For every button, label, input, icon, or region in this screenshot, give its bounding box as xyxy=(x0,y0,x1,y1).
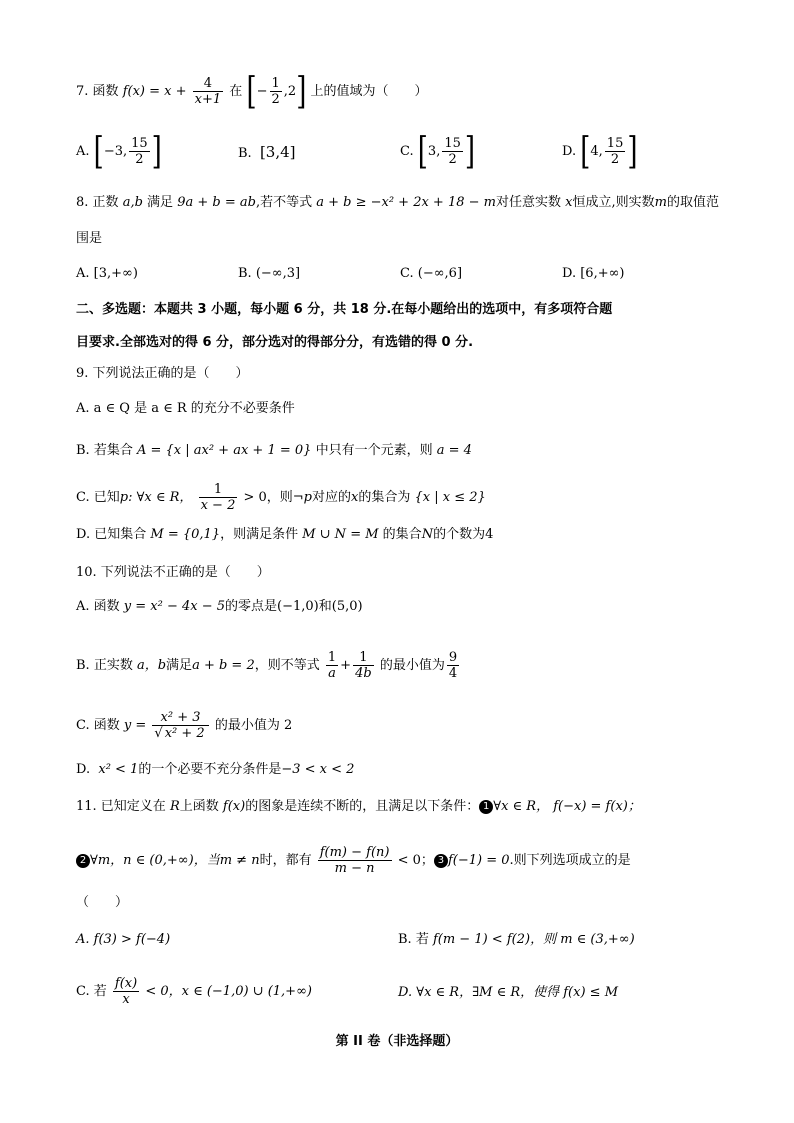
q7-opt-a-left: −3, xyxy=(103,144,128,159)
q7-opt-a-label: A. xyxy=(76,144,90,159)
q10-opt-b-ab: a，b xyxy=(136,658,167,673)
q11-stem-line3 xyxy=(76,893,128,913)
q9-opt-d-text-c: 的集合 xyxy=(382,527,422,542)
q11-frac xyxy=(318,845,392,876)
q7-interval-minus: − xyxy=(256,84,268,99)
q8-ab: a,b xyxy=(122,195,143,210)
q8-text-d: 对任意实数 xyxy=(495,195,561,210)
q11-opt-b-text-b: f(m − 1) < f(2)，则 m ∈ (3,+∞) xyxy=(432,932,635,947)
q11-cond3: f(−1) = 0 xyxy=(447,853,510,868)
q7-interval-end: ,2 xyxy=(283,84,297,99)
q10-opt-a-point1: (−1,0) xyxy=(277,599,319,614)
q8-m: m xyxy=(654,195,667,210)
q8-opt-d-text: D. [6,+∞) xyxy=(562,266,625,281)
q11-opt-c-den: x xyxy=(122,992,130,1007)
q9-opt-d-text-d: 的个数为4 xyxy=(433,527,494,542)
q7-opt-b-text: [3,4] xyxy=(259,143,296,161)
q10-stem-text: 10. 下列说法不正确的是（ ） xyxy=(76,565,270,580)
q7-frac-num: 4 xyxy=(193,76,224,92)
q8-x: x xyxy=(565,195,573,210)
section2-heading-line1 xyxy=(76,300,612,320)
q7-stem-in: 在 xyxy=(229,84,243,99)
q7-opt-a-num: 15 xyxy=(131,136,148,151)
q11-opt-c-text-b: < 0，x ∈ (−1,0) ∪ (1,+∞) xyxy=(145,984,312,999)
q7-stem-tail: 上的值域为（ ） xyxy=(310,84,428,99)
q11-stem-line2 xyxy=(76,845,631,876)
q7-interval-den: 2 xyxy=(271,92,280,107)
q10-opt-d-text-a: D. xyxy=(76,762,91,777)
q9-opt-c-text-c: 对应的 xyxy=(312,490,352,505)
q8-line2-text: 围是 xyxy=(76,231,103,246)
q8-text-f: 的取值范 xyxy=(666,195,719,210)
q7-opt-d-label: D. xyxy=(562,144,577,159)
q7-option-a xyxy=(76,129,162,174)
q7-opt-a-den: 2 xyxy=(135,152,144,167)
section2-heading-line2 xyxy=(76,333,473,353)
q10-opt-a-text-a: A. 函数 xyxy=(76,599,120,614)
q11-opt-c-num: f(x) xyxy=(114,976,138,991)
q11-text-c: 的图象是连续不断的，且满足以下条件： xyxy=(245,799,480,814)
q11-text-d: 时，都有 xyxy=(259,853,312,868)
q11-opt-c-frac xyxy=(113,976,139,1007)
q8-opt-c-text: C. (−∞,6] xyxy=(400,266,463,281)
q9-option-d xyxy=(76,525,493,545)
q10-option-a xyxy=(76,597,363,617)
q8-ineq: a + b ≥ −x² + 2x + 18 − m xyxy=(316,195,496,210)
q9-opt-d-cond: M ∪ N = M xyxy=(302,527,379,542)
q9-opt-c-p: p: ∀x ∈ R， xyxy=(119,490,193,505)
q9-opt-d-text-b: ，则满足条件 xyxy=(220,527,299,542)
q11-option-b xyxy=(398,930,635,950)
q7-opt-b-label: B. xyxy=(238,146,252,161)
q9-opt-a-text: A. a ∈ Q 是 a ∈ R 的充分不必要条件 xyxy=(76,401,295,416)
q10-opt-c-num: x² + 3 xyxy=(152,710,208,726)
q7-opt-c-left: 3, xyxy=(427,144,441,159)
q9-opt-c-set: {x | x ≤ 2} xyxy=(414,490,486,505)
section2-line2-text: 目要求.全部选对的得 6 分，部分选对的得部分分，有选错的得 0 分. xyxy=(76,335,474,350)
q7-option-d xyxy=(562,129,638,174)
q11-r: R xyxy=(169,799,180,814)
q11-frac-den: m − n xyxy=(334,861,375,876)
q8-option-a xyxy=(76,264,138,284)
q7-bracket-left: [ xyxy=(246,69,257,114)
q10-opt-b-result xyxy=(447,650,459,681)
q10-opt-b-frac2 xyxy=(353,650,374,681)
q7-bracket-right: ] xyxy=(296,69,307,114)
q9-opt-b-text-a: B. 若集合 xyxy=(76,443,133,458)
q7-stem-text: 7. 函数 xyxy=(76,84,119,99)
q10-opt-b-result-den: 4 xyxy=(448,666,458,681)
q7-opt-c-lb: [ xyxy=(417,129,428,174)
q11-line3-text: （ ） xyxy=(76,895,129,910)
q7-opt-c-frac xyxy=(442,136,463,167)
q7-func: f(x) = x + xyxy=(122,84,187,99)
q11-option-d xyxy=(398,983,618,1003)
q9-opt-c-x: x xyxy=(351,490,359,505)
q10-option-c xyxy=(76,710,292,741)
q11-opt-d-text: D. ∀x ∈ R，∃M ∈ R，使得 f(x) ≤ M xyxy=(398,985,619,1000)
q10-opt-a-text-c: 和 xyxy=(318,599,332,614)
q11-stem-line1 xyxy=(76,797,641,817)
q7-opt-c-num: 15 xyxy=(444,136,461,151)
q7-opt-d-left: 4, xyxy=(590,144,603,159)
q11-text-a: 11. 已知定义在 xyxy=(76,799,166,814)
q9-opt-c-num: 1 xyxy=(199,482,238,498)
q9-option-b xyxy=(76,441,472,461)
q8-text-c: ,若不等式 xyxy=(255,195,313,210)
q8-text-a: 8. 正数 xyxy=(76,195,119,210)
q10-opt-d-text-b: 的一个必要不充分条件是 xyxy=(138,762,282,777)
q7-option-c xyxy=(400,129,476,174)
circled-three-icon: 3 xyxy=(434,854,448,868)
q9-opt-d-text-a: D. 已知集合 xyxy=(76,527,147,542)
q10-stem xyxy=(76,563,270,583)
q8-option-c xyxy=(400,264,462,284)
section2-line1-text: 二、多选题：本题共 3 小题，每小题 6 分，共 18 分.在每小题给出的选项中，有多项符合题 xyxy=(76,302,613,317)
q11-text-b: 上函数 xyxy=(179,799,219,814)
q7-opt-d-den: 2 xyxy=(610,152,620,167)
q10-opt-b-num1: 1 xyxy=(327,650,337,665)
q8-cond: 9a + b = ab xyxy=(177,195,256,210)
q10-opt-c-text-b: 的最小值为 2 xyxy=(214,718,293,733)
q9-opt-d-n: N xyxy=(421,527,434,542)
q7-opt-d-frac xyxy=(605,136,626,167)
q11-cond2-c: < 0； xyxy=(397,853,434,868)
q10-option-b xyxy=(76,650,461,681)
q11-opt-c-text-a: C. 若 xyxy=(76,984,107,999)
q10-opt-c-y: y = xyxy=(123,718,147,733)
q9-opt-d-m: M = {0,1} xyxy=(150,527,221,542)
q8-option-b xyxy=(238,264,300,284)
q7-stem xyxy=(76,69,428,114)
q9-opt-c-frac xyxy=(199,482,238,513)
q10-opt-c-frac xyxy=(152,710,208,741)
q9-opt-c-den: x − 2 xyxy=(200,498,236,513)
q10-opt-c-den: x² + 2 xyxy=(164,726,205,741)
q11-option-c xyxy=(76,976,312,1007)
q10-opt-a-text-b: 的零点是 xyxy=(225,599,278,614)
q8-option-d xyxy=(562,264,625,284)
q7-option-b xyxy=(238,142,296,164)
q9-stem-text: 9. 下列说法正确的是（ ） xyxy=(76,366,249,381)
q10-opt-a-point2: (5,0) xyxy=(331,599,363,614)
q9-stem xyxy=(76,364,249,384)
q8-stem-line2 xyxy=(76,229,102,249)
q9-opt-b-val: a = 4 xyxy=(436,443,472,458)
q8-opt-b-text: B. (−∞,3] xyxy=(238,266,301,281)
q10-option-d xyxy=(76,760,354,780)
q9-opt-b-set: A = {x | ax² + ax + 1 = 0} xyxy=(136,443,312,458)
circled-two-icon: 2 xyxy=(76,854,90,868)
q7-opt-a-lb: [ xyxy=(93,129,104,174)
q7-interval-frac xyxy=(270,76,282,107)
q10-opt-d-func: x² < 1 xyxy=(98,762,139,777)
q7-opt-a-frac xyxy=(129,136,150,167)
q7-interval-num: 1 xyxy=(271,76,280,91)
q7-fraction xyxy=(193,76,224,107)
sqrt-icon: √ x² + 2 xyxy=(154,726,205,741)
q7-opt-d-lb: [ xyxy=(580,129,591,174)
q11-opt-a-text: A. f(3) > f(−4) xyxy=(76,932,171,947)
q11-cond1-a: ∀x ∈ R， xyxy=(493,799,550,814)
q10-opt-b-den2: 4b xyxy=(355,666,372,681)
q8-stem-line1 xyxy=(76,193,719,213)
q7-opt-d-num: 15 xyxy=(606,136,624,151)
q10-opt-d-cond: −3 < x < 2 xyxy=(281,762,355,777)
q7-opt-c-den: 2 xyxy=(448,152,457,167)
q9-opt-c-text-b: > 0，则 xyxy=(243,490,293,505)
q10-opt-b-text-d: 的最小值为 xyxy=(379,658,445,673)
q10-opt-a-func: y = x² − 4x − 5 xyxy=(123,599,226,614)
q8-text-b: 满足 xyxy=(147,195,174,210)
q7-opt-c-rb: ] xyxy=(464,129,476,174)
q8-opt-a-text: A. [3,+∞) xyxy=(76,266,138,281)
q11-text-e: .则下列选项成立的是 xyxy=(509,853,631,868)
q9-opt-b-text-b: 中只有一个元素，则 xyxy=(315,443,433,458)
q8-text-e: 恒成立,则实数 xyxy=(572,195,655,210)
q11-cond2-b: m ≠ n xyxy=(219,853,260,868)
q9-option-c xyxy=(76,482,486,513)
q7-opt-d-rb: ] xyxy=(627,129,638,174)
q10-opt-b-text-c: ，则不等式 xyxy=(254,658,320,673)
q10-opt-b-result-num: 9 xyxy=(448,650,458,665)
q11-func: f(x) xyxy=(222,799,246,814)
q9-opt-c-text-a: C. 已知 xyxy=(76,490,120,505)
q10-opt-b-cond: a + b = 2 xyxy=(192,658,255,673)
q7-frac-den: x+1 xyxy=(194,92,222,107)
q10-opt-b-text-a: B. 正实数 xyxy=(76,658,133,673)
q11-cond2-a: ∀m，n ∈ (0,+∞)，当 xyxy=(90,853,220,868)
q10-opt-b-num2: 1 xyxy=(353,650,374,666)
q9-option-a xyxy=(76,399,295,419)
q9-opt-c-np: ¬p xyxy=(292,490,312,505)
circled-one-icon: 1 xyxy=(479,800,493,814)
q11-cond1-b: f(−x) = f(x)； xyxy=(553,799,641,814)
q11-option-a xyxy=(76,930,170,950)
q9-opt-c-text-d: 的集合为 xyxy=(358,490,411,505)
q10-opt-b-plus: + xyxy=(340,658,352,673)
q10-opt-c-text-a: C. 函数 xyxy=(76,718,120,733)
q10-opt-b-den1: a xyxy=(328,666,336,681)
q10-opt-b-frac1 xyxy=(326,650,338,681)
q7-opt-c-label: C. xyxy=(400,144,414,159)
q11-opt-b-text-a: B. 若 xyxy=(398,932,429,947)
q10-opt-c-den-wrap xyxy=(152,726,208,741)
q11-frac-num: f(m) − f(n) xyxy=(319,845,390,860)
part2-title: 第 II 卷（非选择题） xyxy=(335,1034,459,1049)
q7-opt-a-rb: ] xyxy=(151,129,162,174)
q10-opt-b-text-b: 满足 xyxy=(166,658,193,673)
